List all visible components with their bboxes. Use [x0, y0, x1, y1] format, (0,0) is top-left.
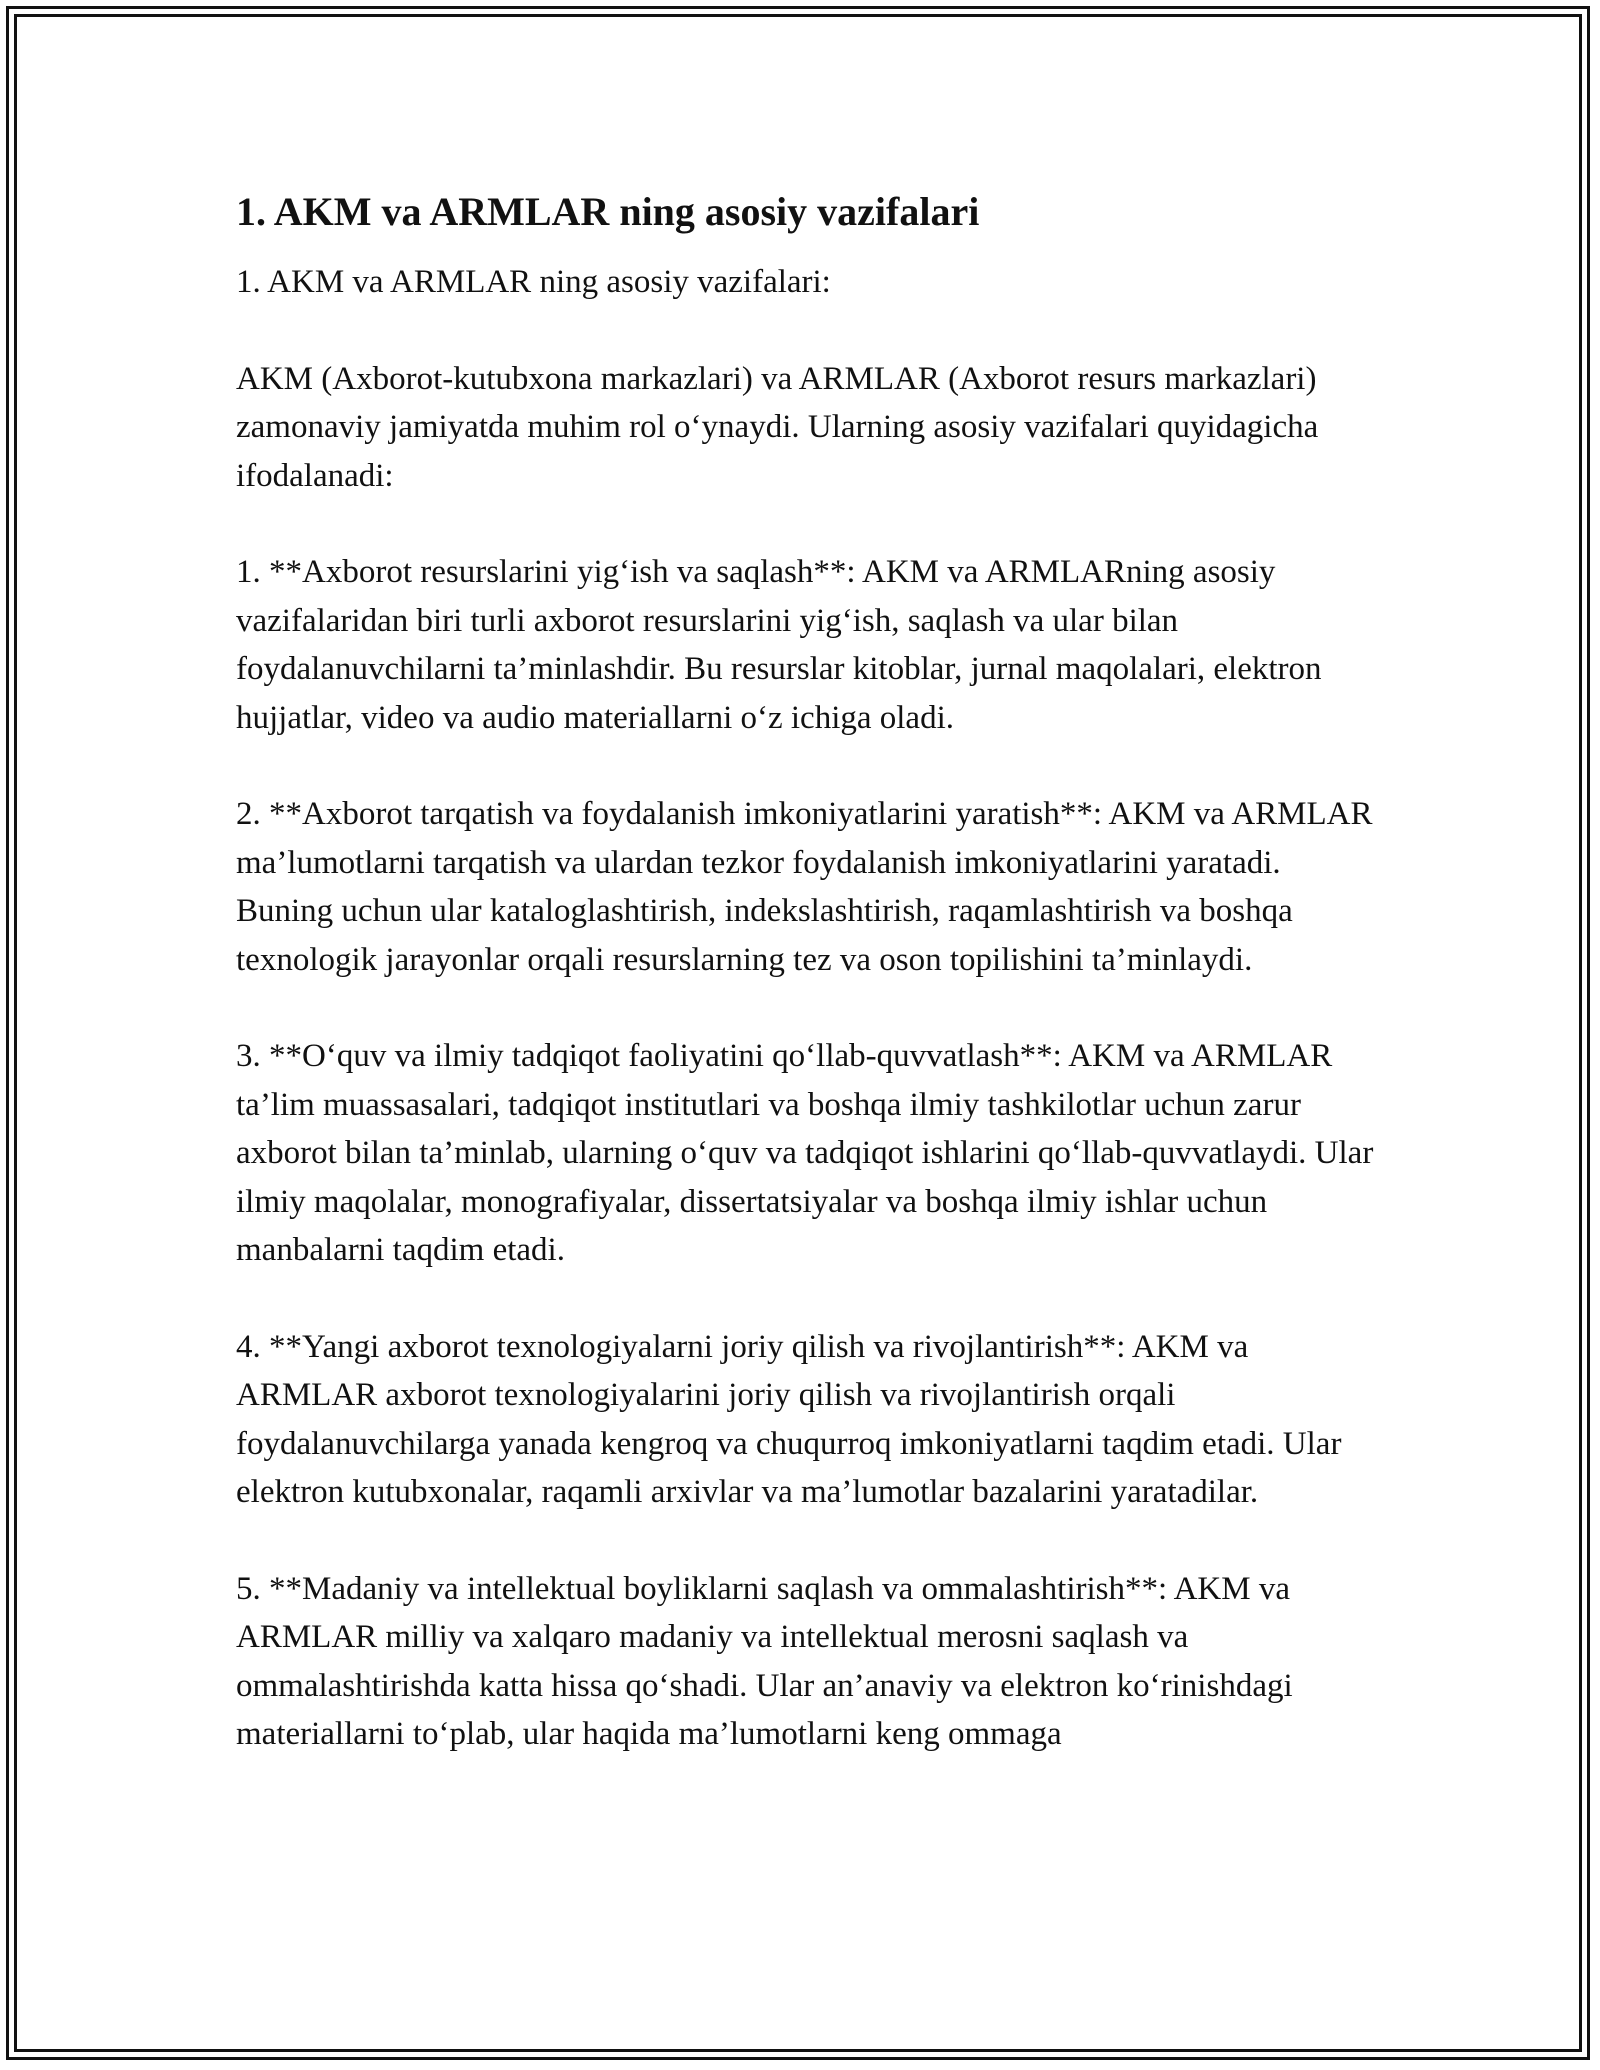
document-subtitle: 1. AKM va ARMLAR ning asosiy vazifalari:	[236, 264, 831, 300]
paragraph-item-2: 2. **Axborot tarqatish va foydalanish imkoniyatlarini yaratish**: AKM va ARMLAR ma’lumotlarni tarqatish va ulardan tezkor foydalanish imkoniyatlarini yaratadi. Buning uchun ular kataloglashtirish, indekslashtirish, raqamlashtirish va boshqa texnologik jarayonlar orqali resurslarning tez va oson topilishini ta’minlaydi.	[236, 796, 1373, 978]
paragraph-intro: AKM (Axborot-kutubxona markazlari) va ARMLAR (Axborot resurs markazlari) zamonaviy jamiyatda muhim rol o‘ynaydi. Ularning asosiy vazifalari quyidagicha ifodalanadi:	[236, 360, 1319, 494]
paragraph-item-1: 1. **Axborot resurslarini yig‘ish va saqlash**: AKM va ARMLARning asosiy vazifalaridan biri turli axborot resurslarini yig‘ish, saqlash va ular bilan foydalanuvchilarni ta’minlashdir. Bu resurslar kitoblar, jurnal maqolalari, elektron hujjatlar, video va audio materiallarni o‘z ichiga oladi.	[236, 554, 1322, 736]
paragraph-item-3: 3. **O‘quv va ilmiy tadqiqot faoliyatini qo‘llab-quvvatlash**: AKM va ARMLAR ta’lim muassasalari, tadqiqot institutlari va boshqa ilmiy tashkilotlar uchun zarur axborot bilan ta’minlab, ularning o‘quv va tadqiqot ishlarini qo‘llab-quvvatlaydi. Ular ilmiy maqolalar, monografiyalar, dissertatsiyalar va boshqa ilmiy ishlar uchun manbalarni taqdim etadi.	[236, 1038, 1374, 1268]
paragraph-item-4: 4. **Yangi axborot texnologiyalarni joriy qilish va rivojlantirish**: AKM va ARMLAR axborot texnologiyalarini joriy qilish va rivojlantirish orqali foydalanuvchilarga yanada kengroq va chuqurroq imkoniyatlarni taqdim etadi. Ular elektron kutubxonalar, raqamli arxivlar va ma’lumotlar bazalarini yaratadilar.	[236, 1328, 1342, 1510]
document-body	[236, 186, 1376, 1759]
document-title: 1. AKM va ARMLAR ning asosiy vazifalari	[236, 189, 980, 234]
paragraph-item-5: 5. **Madaniy va intellektual boyliklarni saqlash va ommalashtirish**: AKM va ARMLAR milliy va xalqaro madaniy va intellektual merosni saqlash va ommalashtirishda katta hissa qo‘shadi. Ular an’anaviy va elektron ko‘rinishdagi materiallarni to‘plab, ular haqida ma’lumotlarni keng ommaga	[236, 1570, 1293, 1752]
